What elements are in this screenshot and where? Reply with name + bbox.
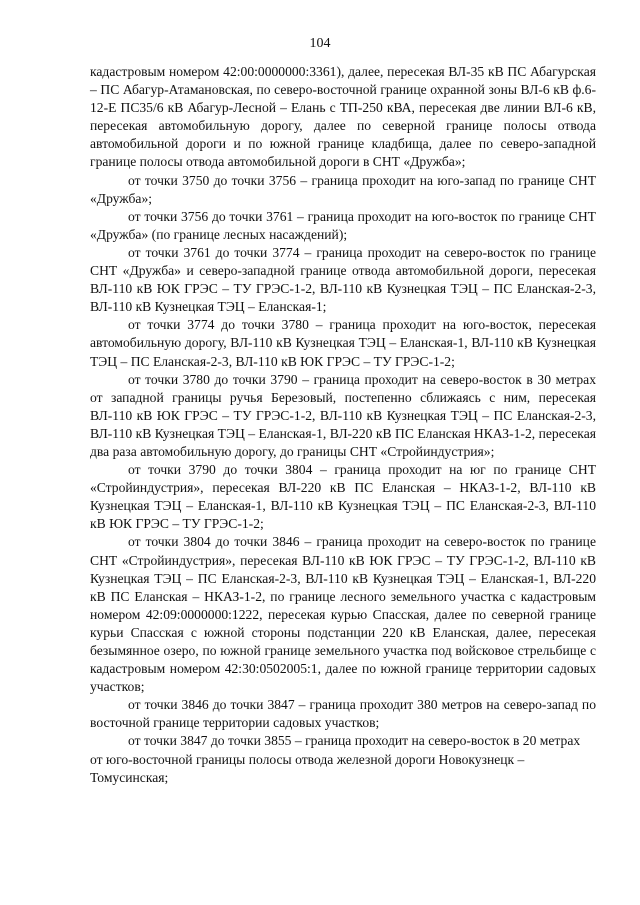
paragraph: кадастровым номером 42:00:0000000:3361), далее, пересекая ВЛ-35 кВ ПС Абагурская – ПС Абагур-Атамановская, по северо-восточной границе охранной зоны ВЛ-6 кВ ф.6-12-Е ПС35/6 кВ Абагур-Лесной – Елань с ТП-250 кВА, пересекая две линии ВЛ-6 кВ, пересекая автомобильную дорогу, далее по северной границе полосы отвода автомобильной дороги и по южной границе кладбища, далее по северо-западной границе полосы отвода автомобильной дороги в СНТ «Дружба»; — [90, 64, 596, 170]
paragraph: от точки 3761 до точки 3774 – граница проходит на северо-восток по границе СНТ «Дружба» и северо-западной границе отвода автомобильной дороги, пересекая ВЛ-110 кВ ЮК ГРЭС – ТУ ГРЭС-1-2, ВЛ-110 кВ Кузнецкая ТЭЦ – ПС Еланская-2-3, ВЛ-110 кВ Кузнецкая ТЭЦ – Еланская-1; — [90, 244, 596, 315]
document-body — [90, 63, 596, 787]
paragraph: от точки 3846 до точки 3847 – граница проходит 380 метров на северо-запад по восточной границе территории садовых участков; — [90, 697, 596, 731]
paragraph: от точки 3750 до точки 3756 – граница проходит на юго-запад по границе СНТ «Дружба»; — [90, 172, 596, 206]
paragraph: от точки 3847 до точки 3855 – граница проходит на северо-восток в 20 метрах от юго-восточной границы полосы отвода железной дороги Новокузнецк – Томусинская; — [90, 733, 581, 785]
paragraph: от точки 3804 до точки 3846 – граница проходит на северо-восток по границе СНТ «Стройиндустрия», пересекая ВЛ-110 кВ ЮК ГРЭС – ТУ ГРЭС-1-2, ВЛ-110 кВ Кузнецкая ТЭЦ – ПС Еланская-2-3, ВЛ-110 кВ Кузнецкая ТЭЦ – Еланская-1, ВЛ-220 кВ ПС Еланская – НКАЗ-1-2, по границе лесного земельного участка с кадастровым номером 42:09:0000000:1222, пересекая курью Спасская, далее по северной границе курьи Спасская с южной стороны подстанции 220 кВ Еланская, далее, пересекая безымянное озеро, по южной границе земельного участка под войсковое стрельбище с кадастровым номером 42:30:0502005:1, далее по южной границе территории садовых участков; — [90, 534, 596, 695]
page-number: 104 — [309, 36, 331, 51]
paragraph: от точки 3774 до точки 3780 – граница проходит на юго-восток, пересекая автомобильную дорогу, ВЛ-110 кВ Кузнецкая ТЭЦ – Еланская-1, ВЛ-110 кВ Кузнецкая ТЭЦ – ПС Еланская-2-3, ВЛ-110 кВ ЮК ГРЭС – ТУ ГРЭС-1-2; — [90, 317, 596, 369]
paragraph: от точки 3780 до точки 3790 – граница проходит на северо-восток в 30 метрах от западной границы ручья Березовый, постепенно сближаясь с ним, пересекая ВЛ-110 кВ ЮК ГРЭС – ТУ ГРЭС-1-2, ВЛ-110 кВ Кузнецкая ТЭЦ – ПС Еланская-2-3, ВЛ-110 кВ Кузнецкая ТЭЦ – Еланская-1, ВЛ-220 кВ ПС Еланская НКАЗ-1-2, пересекая два раза автомобильную дорогу, до границы СНТ «Стройиндустрия»; — [90, 371, 596, 459]
paragraph: от точки 3790 до точки 3804 – граница проходит на юг по границе СНТ «Стройиндустрия», пересекая ВЛ-220 кВ ПС Еланская – НКАЗ-1-2, ВЛ-110 кВ Кузнецкая ТЭЦ – Еланская-1, ВЛ-110 кВ Кузнецкая ТЭЦ – ПС Еланская-2-3, ВЛ-110 кВ ЮК ГРЭС – ТУ ГРЭС-1-2; — [90, 462, 596, 532]
paragraph: от точки 3756 до точки 3761 – граница проходит на юго-восток по границе СНТ «Дружба» (по границе лесных насаждений); — [90, 208, 596, 242]
